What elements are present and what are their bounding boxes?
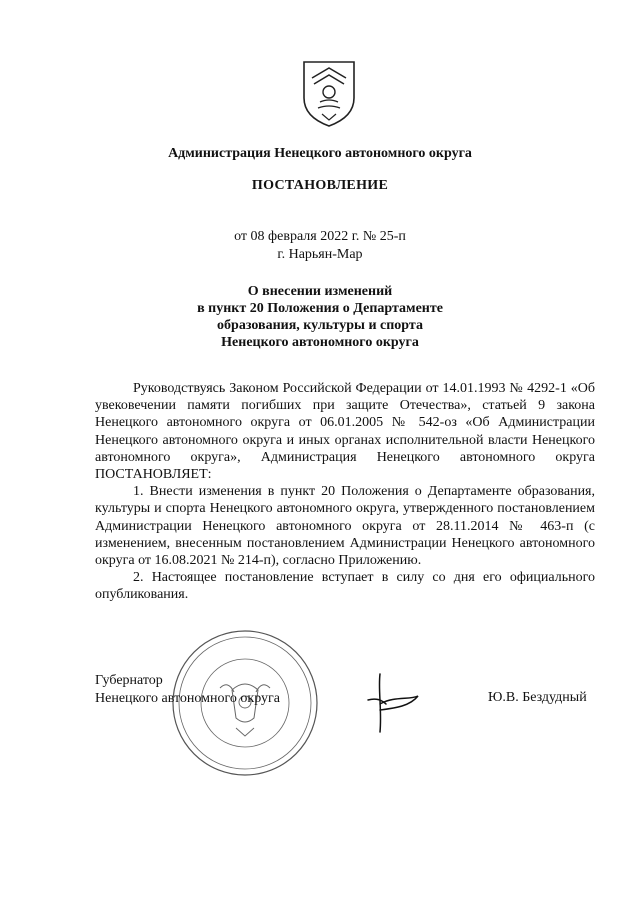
title-line: Ненецкого автономного округа bbox=[221, 335, 419, 350]
document-body bbox=[95, 380, 595, 604]
date-place-block bbox=[0, 228, 640, 264]
title-line: образования, культуры и спорта bbox=[217, 318, 423, 333]
organization-name: Администрация Ненецкого автономного округа bbox=[168, 146, 472, 161]
position-line: Губернатор bbox=[95, 673, 163, 688]
coat-of-arms-icon bbox=[300, 58, 358, 128]
signatory-position bbox=[95, 672, 280, 708]
place: г. Нарьян-Мар bbox=[277, 247, 363, 262]
title-line: О внесении изменений bbox=[247, 284, 393, 299]
title-line: в пункт 20 Положения о Департаменте bbox=[197, 301, 443, 316]
document-type: ПОСТАНОВЛЕНИЕ bbox=[251, 178, 389, 193]
date-number: от 08 февраля 2022 г. № 25-п bbox=[234, 229, 406, 244]
body-paragraph: Руководствуясь Законом Российской Федерации от 14.01.1993 № 4292-1 «Об увековечении памяти погибших при защите Отечества», статьей 9 закона Ненецкого автономного округа от 06.01.2005 № 542-оз «Об Администрации Ненецкого автономного округа и иных органах исполнительной власти Ненецкого автономного округа», Администрация Ненецкого автономного округа ПОСТАНОВЛЯЕТ: bbox=[95, 381, 595, 483]
body-paragraph: 2. Настоящее постановление вступает в силу со дня его официального опубликования. bbox=[95, 570, 595, 603]
signatory-name: Ю.В. Бездудный bbox=[488, 690, 587, 705]
body-paragraph: 1. Внести изменения в пункт 20 Положения о Департаменте образования, культуры и спорта Ненецкого автономного округа, утвержденного постановлением Администрации Ненецкого автономного округа от 28.11.2014 № 463-п (с изменением, внесенным постановлением Администрации Ненецкого автономного округа от 16.08.2021 № 214-п), согласно Приложению. bbox=[95, 484, 595, 569]
handwritten-signature-icon bbox=[360, 670, 430, 740]
position-line: Ненецкого автономного округа bbox=[95, 691, 280, 706]
document-title bbox=[0, 283, 640, 351]
